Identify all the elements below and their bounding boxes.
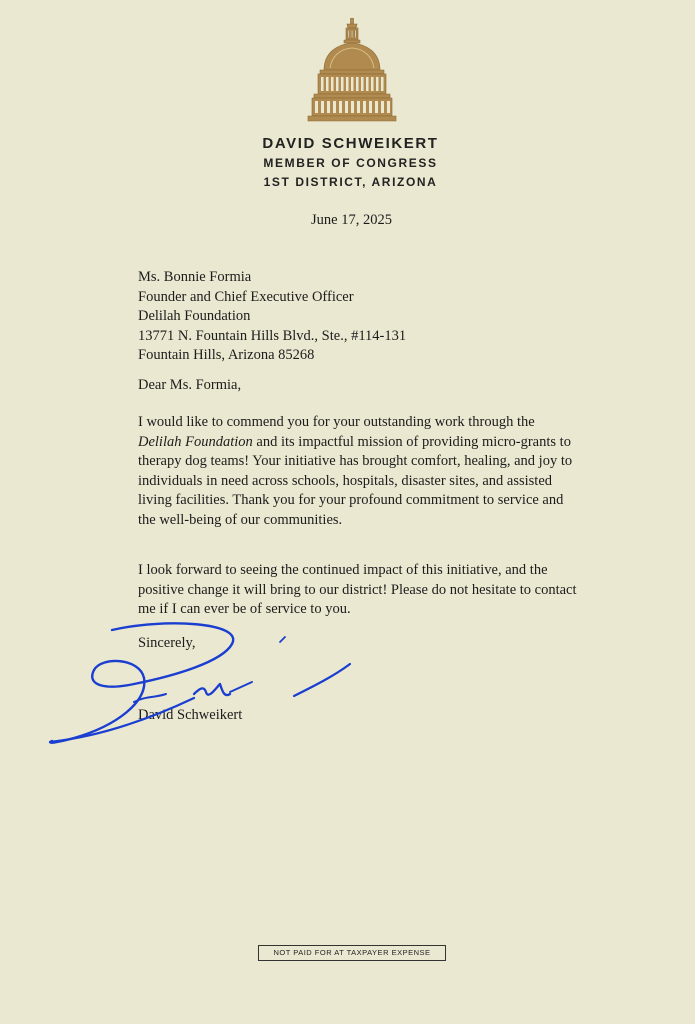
body-paragraph-1: [138, 413, 578, 530]
letter-date: June 17, 2025: [311, 212, 392, 228]
recipient-city: Fountain Hills, Arizona 85268: [138, 347, 315, 363]
recipient-street: 13771 N. Fountain Hills Blvd., Ste., #114-131: [138, 327, 407, 344]
footer-disclaimer: NOT PAID FOR AT TAXPAYER EXPENSE: [258, 945, 446, 961]
closing: Sincerely,: [138, 635, 196, 651]
letterhead-title: MEMBER OF CONGRESS: [263, 156, 438, 170]
letterhead-district: 1ST DISTRICT, ARIZONA: [263, 175, 438, 189]
recipient-position: Founder and Chief Executive Officer: [138, 288, 354, 305]
capitol-dome-icon: [306, 18, 398, 124]
paragraph-1-start: I would like to commend you for your outstanding work through the: [138, 414, 535, 430]
recipient-address: [138, 268, 578, 366]
signer-name: David Schweikert: [138, 707, 243, 723]
handwritten-signature: [44, 618, 364, 758]
letterhead-name: DAVID SCHWEIKERT: [262, 135, 439, 152]
recipient-name: Ms. Bonnie Formia: [138, 269, 252, 285]
letterhead: [0, 134, 695, 192]
body-paragraph-2: I look forward to seeing the continued impact of this initiative, and the positive change it will bring to our district! Please do not hesitate to contact me if I can ever be of service to you.: [138, 562, 577, 617]
recipient-organization: Delilah Foundation: [138, 308, 251, 324]
paragraph-1-end: and its impactful mission of providing micro-grants to therapy dog teams! Your initiative has brought comfort, healing, and joy to individuals in need across schools, hospitals, disaster sites, and assisted living facilities. Thank you for your profound commitment to service and the well-being of our communities.: [138, 433, 573, 528]
salutation: Dear Ms. Formia,: [138, 377, 242, 393]
foundation-name-emphasis: Delilah Foundation: [138, 433, 253, 450]
